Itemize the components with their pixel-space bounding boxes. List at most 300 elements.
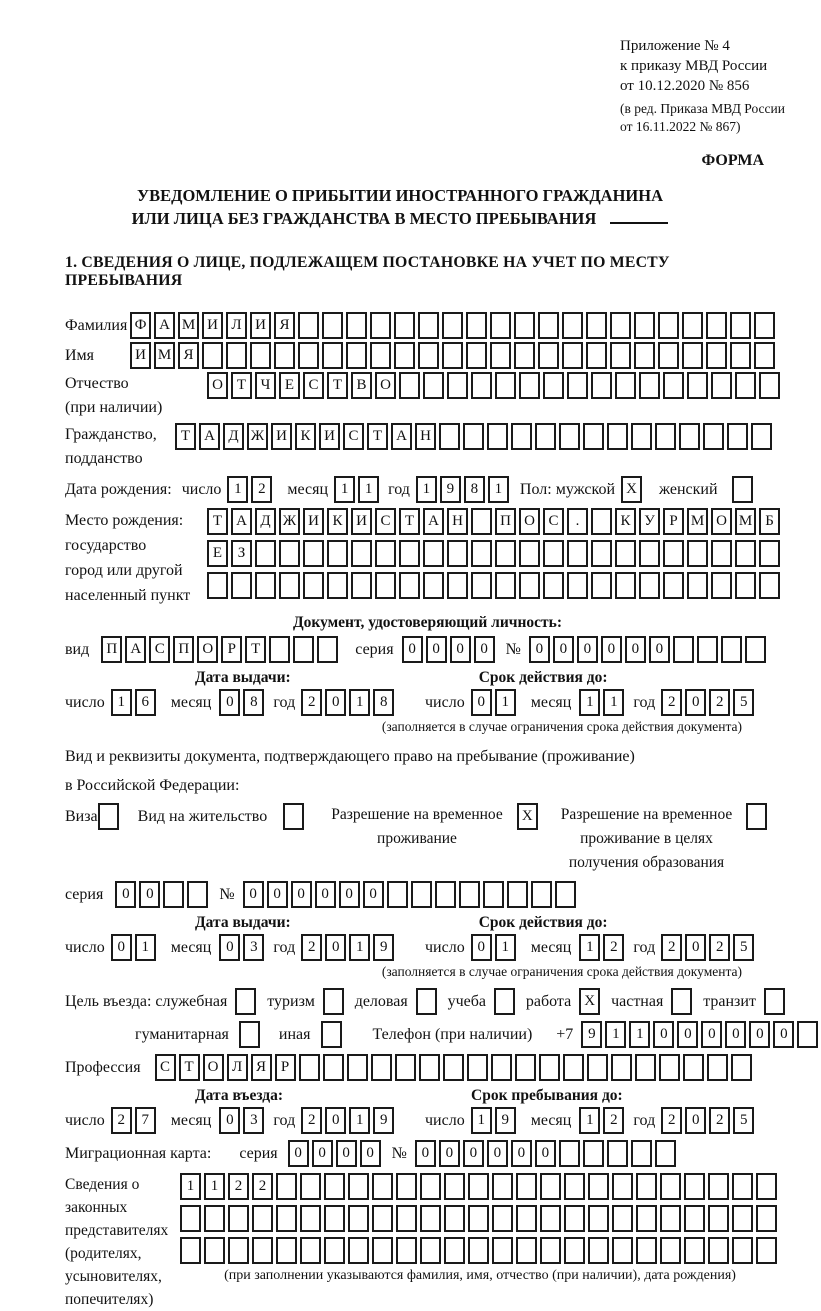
form-cell[interactable]: Т (231, 372, 252, 399)
form-cell[interactable] (419, 1054, 440, 1081)
form-cell[interactable] (387, 881, 408, 908)
form-cell[interactable]: 5 (733, 689, 754, 716)
form-cell[interactable]: Т (245, 636, 266, 663)
form-cell[interactable] (323, 1054, 344, 1081)
form-cell[interactable] (658, 312, 679, 339)
form-cell[interactable] (459, 881, 480, 908)
form-cell[interactable]: 2 (252, 1173, 273, 1200)
form-cell[interactable] (324, 1205, 345, 1232)
form-cell[interactable] (673, 636, 694, 663)
form-cell[interactable] (399, 372, 420, 399)
form-cell[interactable] (562, 342, 583, 369)
form-cell[interactable]: 0 (577, 636, 598, 663)
form-cell[interactable] (423, 372, 444, 399)
form-cell[interactable]: О (203, 1054, 224, 1081)
form-cell[interactable] (559, 1140, 580, 1167)
form-cell[interactable] (634, 312, 655, 339)
form-cell[interactable] (583, 423, 604, 450)
form-cell[interactable]: А (231, 508, 252, 535)
form-cell[interactable] (372, 1173, 393, 1200)
form-cell[interactable] (447, 372, 468, 399)
form-cell[interactable] (98, 803, 119, 830)
form-cell[interactable] (711, 572, 732, 599)
form-cell[interactable] (435, 881, 456, 908)
form-cell[interactable] (567, 372, 588, 399)
form-cell[interactable] (399, 572, 420, 599)
form-cell[interactable] (751, 423, 772, 450)
form-cell[interactable]: О (519, 508, 540, 535)
form-cell[interactable]: И (250, 312, 271, 339)
form-cell[interactable]: Т (367, 423, 388, 450)
form-cell[interactable] (303, 540, 324, 567)
form-cell[interactable] (559, 423, 580, 450)
form-cell[interactable] (442, 312, 463, 339)
form-cell[interactable]: 0 (701, 1021, 722, 1048)
form-cell[interactable] (396, 1237, 417, 1264)
form-cell[interactable]: 1 (605, 1021, 626, 1048)
form-cell[interactable] (442, 342, 463, 369)
form-cell[interactable]: 0 (325, 1107, 346, 1134)
form-cell[interactable] (663, 540, 684, 567)
form-cell[interactable] (239, 1021, 260, 1048)
form-cell[interactable] (567, 540, 588, 567)
form-cell[interactable] (298, 342, 319, 369)
form-cell[interactable] (636, 1173, 657, 1200)
form-cell[interactable] (639, 572, 660, 599)
form-cell[interactable] (226, 342, 247, 369)
form-cell[interactable] (543, 372, 564, 399)
form-cell[interactable]: Е (207, 540, 228, 567)
form-cell[interactable]: 9 (440, 476, 461, 503)
form-cell[interactable] (443, 1054, 464, 1081)
form-cell[interactable] (610, 342, 631, 369)
form-cell[interactable]: 1 (471, 1107, 492, 1134)
form-cell[interactable]: 6 (135, 689, 156, 716)
form-cell[interactable] (634, 342, 655, 369)
form-cell[interactable] (396, 1173, 417, 1200)
form-cell[interactable]: 2 (709, 1107, 730, 1134)
form-cell[interactable] (370, 342, 391, 369)
form-cell[interactable] (411, 881, 432, 908)
form-cell[interactable] (591, 372, 612, 399)
form-cell[interactable]: 0 (471, 934, 492, 961)
form-cell[interactable]: 9 (373, 934, 394, 961)
form-cell[interactable] (418, 342, 439, 369)
form-cell[interactable]: 2 (251, 476, 272, 503)
form-cell[interactable] (252, 1205, 273, 1232)
form-cell[interactable] (468, 1205, 489, 1232)
form-cell[interactable]: 0 (450, 636, 471, 663)
form-cell[interactable] (228, 1237, 249, 1264)
form-cell[interactable] (276, 1205, 297, 1232)
form-cell[interactable] (293, 636, 314, 663)
form-cell[interactable]: И (351, 508, 372, 535)
form-cell[interactable] (468, 1237, 489, 1264)
form-cell[interactable]: Д (223, 423, 244, 450)
form-cell[interactable]: А (391, 423, 412, 450)
form-cell[interactable] (348, 1173, 369, 1200)
form-cell[interactable]: 0 (685, 1107, 706, 1134)
form-cell[interactable] (615, 540, 636, 567)
form-cell[interactable]: 1 (579, 934, 600, 961)
form-cell[interactable]: 0 (649, 636, 670, 663)
form-cell[interactable]: Ж (247, 423, 268, 450)
form-cell[interactable] (735, 372, 756, 399)
form-cell[interactable]: Т (175, 423, 196, 450)
form-cell[interactable]: Ж (279, 508, 300, 535)
form-cell[interactable] (317, 636, 338, 663)
form-cell[interactable] (607, 423, 628, 450)
form-cell[interactable] (706, 312, 727, 339)
form-cell[interactable] (591, 572, 612, 599)
form-cell[interactable] (466, 342, 487, 369)
form-cell[interactable] (682, 342, 703, 369)
form-cell[interactable]: З (231, 540, 252, 567)
form-cell[interactable] (732, 1173, 753, 1200)
form-cell[interactable] (299, 1054, 320, 1081)
form-cell[interactable] (444, 1237, 465, 1264)
form-cell[interactable]: О (375, 372, 396, 399)
form-cell[interactable] (187, 881, 208, 908)
form-cell[interactable]: 1 (495, 689, 516, 716)
form-cell[interactable]: 0 (312, 1140, 333, 1167)
form-cell[interactable] (483, 881, 504, 908)
form-cell[interactable] (423, 572, 444, 599)
form-cell[interactable] (707, 1054, 728, 1081)
form-cell[interactable] (492, 1205, 513, 1232)
form-cell[interactable] (351, 572, 372, 599)
form-cell[interactable] (759, 372, 780, 399)
form-cell[interactable] (727, 423, 748, 450)
form-cell[interactable] (588, 1237, 609, 1264)
form-cell[interactable] (492, 1237, 513, 1264)
form-cell[interactable]: 0 (529, 636, 550, 663)
form-cell[interactable] (416, 988, 437, 1015)
form-cell[interactable] (711, 372, 732, 399)
form-cell[interactable]: Т (399, 508, 420, 535)
form-cell[interactable]: Д (255, 508, 276, 535)
form-cell[interactable]: 1 (416, 476, 437, 503)
form-cell[interactable]: 9 (373, 1107, 394, 1134)
form-cell[interactable]: 1 (204, 1173, 225, 1200)
form-cell[interactable]: К (615, 508, 636, 535)
form-cell[interactable] (471, 508, 492, 535)
form-cell[interactable] (636, 1205, 657, 1232)
form-cell[interactable] (300, 1173, 321, 1200)
form-cell[interactable] (655, 1140, 676, 1167)
form-cell[interactable] (303, 572, 324, 599)
form-cell[interactable] (372, 1205, 393, 1232)
form-cell[interactable]: 7 (135, 1107, 156, 1134)
form-cell[interactable]: 1 (579, 689, 600, 716)
form-cell[interactable] (516, 1173, 537, 1200)
form-cell[interactable] (732, 1205, 753, 1232)
form-cell[interactable] (347, 1054, 368, 1081)
form-cell[interactable] (375, 572, 396, 599)
form-cell[interactable] (471, 372, 492, 399)
form-cell[interactable] (615, 572, 636, 599)
form-cell[interactable] (447, 572, 468, 599)
form-cell[interactable]: 5 (733, 1107, 754, 1134)
form-cell[interactable] (490, 342, 511, 369)
form-cell[interactable]: Е (279, 372, 300, 399)
form-cell[interactable] (591, 508, 612, 535)
form-cell[interactable] (255, 540, 276, 567)
form-cell[interactable] (697, 636, 718, 663)
form-cell[interactable] (682, 312, 703, 339)
form-cell[interactable]: 0 (677, 1021, 698, 1048)
form-cell[interactable]: 8 (243, 689, 264, 716)
form-cell[interactable] (687, 540, 708, 567)
form-cell[interactable] (756, 1205, 777, 1232)
form-cell[interactable] (420, 1173, 441, 1200)
form-cell[interactable]: 0 (725, 1021, 746, 1048)
form-cell[interactable] (635, 1054, 656, 1081)
form-cell[interactable] (583, 1140, 604, 1167)
form-cell[interactable]: 3 (243, 934, 264, 961)
form-cell[interactable] (586, 312, 607, 339)
form-cell[interactable]: О (197, 636, 218, 663)
form-cell[interactable] (679, 423, 700, 450)
form-cell[interactable] (764, 988, 785, 1015)
form-cell[interactable] (708, 1205, 729, 1232)
form-cell[interactable] (721, 636, 742, 663)
form-cell[interactable] (564, 1205, 585, 1232)
form-cell[interactable]: 2 (603, 1107, 624, 1134)
form-cell[interactable]: Н (447, 508, 468, 535)
form-cell[interactable] (730, 342, 751, 369)
form-cell[interactable] (684, 1173, 705, 1200)
form-cell[interactable] (538, 342, 559, 369)
form-cell[interactable]: 0 (219, 934, 240, 961)
form-cell[interactable]: О (207, 372, 228, 399)
form-cell[interactable] (562, 312, 583, 339)
form-cell[interactable]: 0 (219, 1107, 240, 1134)
form-cell[interactable] (708, 1237, 729, 1264)
form-cell[interactable]: 0 (267, 881, 288, 908)
form-cell[interactable]: 2 (603, 934, 624, 961)
form-cell[interactable]: К (327, 508, 348, 535)
form-cell[interactable]: И (319, 423, 340, 450)
form-cell[interactable] (540, 1173, 561, 1200)
form-cell[interactable]: 0 (325, 689, 346, 716)
form-cell[interactable] (731, 1054, 752, 1081)
form-cell[interactable] (663, 372, 684, 399)
form-cell[interactable]: С (375, 508, 396, 535)
form-cell[interactable]: Р (275, 1054, 296, 1081)
form-cell[interactable] (516, 1205, 537, 1232)
form-cell[interactable] (204, 1205, 225, 1232)
form-cell[interactable]: И (130, 342, 151, 369)
form-cell[interactable] (683, 1054, 704, 1081)
form-cell[interactable] (420, 1237, 441, 1264)
form-cell[interactable] (684, 1205, 705, 1232)
form-cell[interactable] (207, 572, 228, 599)
form-cell[interactable]: 1 (629, 1021, 650, 1048)
form-cell[interactable]: 1 (180, 1173, 201, 1200)
form-cell[interactable] (658, 342, 679, 369)
form-cell[interactable]: 1 (603, 689, 624, 716)
form-cell[interactable] (444, 1173, 465, 1200)
form-cell[interactable] (322, 342, 343, 369)
form-cell[interactable]: 0 (625, 636, 646, 663)
form-cell[interactable] (180, 1205, 201, 1232)
form-cell[interactable]: 1 (111, 689, 132, 716)
form-cell[interactable] (447, 540, 468, 567)
form-cell[interactable] (631, 423, 652, 450)
form-cell[interactable] (423, 540, 444, 567)
form-cell[interactable]: . (567, 508, 588, 535)
form-cell[interactable] (255, 572, 276, 599)
form-cell[interactable] (684, 1237, 705, 1264)
form-cell[interactable] (467, 1054, 488, 1081)
form-cell[interactable] (283, 803, 304, 830)
form-cell[interactable]: С (155, 1054, 176, 1081)
form-cell[interactable]: 0 (336, 1140, 357, 1167)
form-cell[interactable]: 0 (139, 881, 160, 908)
form-cell[interactable]: У (639, 508, 660, 535)
form-cell[interactable] (321, 1021, 342, 1048)
form-cell[interactable]: 0 (315, 881, 336, 908)
form-cell[interactable] (612, 1173, 633, 1200)
form-cell[interactable] (495, 372, 516, 399)
form-cell[interactable] (346, 312, 367, 339)
form-cell[interactable] (754, 312, 775, 339)
form-cell[interactable]: 0 (402, 636, 423, 663)
form-cell[interactable] (730, 312, 751, 339)
form-cell[interactable] (555, 881, 576, 908)
form-cell[interactable] (494, 988, 515, 1015)
form-cell[interactable] (180, 1237, 201, 1264)
form-cell[interactable]: И (202, 312, 223, 339)
form-cell[interactable] (439, 423, 460, 450)
form-cell[interactable] (660, 1205, 681, 1232)
form-cell[interactable] (735, 572, 756, 599)
form-cell[interactable]: Я (274, 312, 295, 339)
form-cell[interactable] (507, 881, 528, 908)
form-cell[interactable] (351, 540, 372, 567)
form-cell[interactable] (587, 1054, 608, 1081)
form-cell[interactable]: 2 (661, 689, 682, 716)
form-cell[interactable]: 0 (535, 1140, 556, 1167)
form-cell[interactable] (610, 312, 631, 339)
form-cell[interactable] (754, 342, 775, 369)
form-cell[interactable] (759, 540, 780, 567)
form-cell[interactable] (588, 1173, 609, 1200)
form-cell[interactable] (663, 572, 684, 599)
form-cell[interactable]: 2 (301, 689, 322, 716)
form-cell[interactable]: 1 (349, 934, 370, 961)
form-cell[interactable] (276, 1237, 297, 1264)
form-cell[interactable] (756, 1237, 777, 1264)
form-cell[interactable] (639, 372, 660, 399)
form-cell[interactable]: 0 (363, 881, 384, 908)
form-cell[interactable]: 1 (495, 934, 516, 961)
form-cell[interactable]: 8 (464, 476, 485, 503)
form-cell[interactable]: 2 (661, 934, 682, 961)
form-cell[interactable] (444, 1205, 465, 1232)
form-cell[interactable]: Ч (255, 372, 276, 399)
form-cell[interactable] (468, 1173, 489, 1200)
form-cell[interactable] (531, 881, 552, 908)
form-cell[interactable]: Б (759, 508, 780, 535)
form-cell[interactable]: 9 (581, 1021, 602, 1048)
form-cell[interactable] (322, 312, 343, 339)
form-cell[interactable] (323, 988, 344, 1015)
form-cell[interactable]: 2 (228, 1173, 249, 1200)
form-cell[interactable]: С (303, 372, 324, 399)
form-cell[interactable]: 2 (111, 1107, 132, 1134)
form-cell[interactable]: X (517, 803, 538, 830)
form-cell[interactable] (732, 1237, 753, 1264)
form-cell[interactable]: М (178, 312, 199, 339)
form-cell[interactable]: 0 (653, 1021, 674, 1048)
form-cell[interactable]: 0 (243, 881, 264, 908)
form-cell[interactable] (492, 1173, 513, 1200)
form-cell[interactable] (706, 342, 727, 369)
form-cell[interactable]: М (687, 508, 708, 535)
form-cell[interactable]: 0 (339, 881, 360, 908)
form-cell[interactable] (394, 342, 415, 369)
form-cell[interactable]: 1 (227, 476, 248, 503)
form-cell[interactable]: 0 (415, 1140, 436, 1167)
form-cell[interactable] (759, 572, 780, 599)
form-cell[interactable] (279, 572, 300, 599)
form-cell[interactable] (540, 1237, 561, 1264)
form-cell[interactable] (269, 636, 290, 663)
form-cell[interactable]: 0 (487, 1140, 508, 1167)
form-cell[interactable]: А (125, 636, 146, 663)
form-cell[interactable] (348, 1237, 369, 1264)
form-cell[interactable] (514, 342, 535, 369)
form-cell[interactable]: 0 (474, 636, 495, 663)
form-cell[interactable] (687, 372, 708, 399)
form-cell[interactable] (735, 540, 756, 567)
form-cell[interactable] (732, 476, 753, 503)
form-cell[interactable] (660, 1173, 681, 1200)
form-cell[interactable]: Р (221, 636, 242, 663)
form-cell[interactable]: 2 (301, 1107, 322, 1134)
form-cell[interactable] (563, 1054, 584, 1081)
form-cell[interactable] (612, 1237, 633, 1264)
form-cell[interactable] (495, 572, 516, 599)
form-cell[interactable] (471, 540, 492, 567)
form-cell[interactable] (539, 1054, 560, 1081)
form-cell[interactable]: Т (179, 1054, 200, 1081)
form-cell[interactable] (327, 540, 348, 567)
form-cell[interactable] (564, 1173, 585, 1200)
form-cell[interactable] (615, 372, 636, 399)
form-cell[interactable] (515, 1054, 536, 1081)
form-cell[interactable] (300, 1205, 321, 1232)
form-cell[interactable] (490, 312, 511, 339)
form-cell[interactable] (395, 1054, 416, 1081)
form-cell[interactable] (463, 423, 484, 450)
form-cell[interactable] (370, 312, 391, 339)
form-cell[interactable]: 9 (495, 1107, 516, 1134)
form-cell[interactable] (797, 1021, 818, 1048)
form-cell[interactable] (611, 1054, 632, 1081)
form-cell[interactable]: Р (663, 508, 684, 535)
form-cell[interactable] (418, 312, 439, 339)
form-cell[interactable]: 1 (358, 476, 379, 503)
form-cell[interactable] (636, 1237, 657, 1264)
form-cell[interactable]: 0 (685, 689, 706, 716)
form-cell[interactable] (659, 1054, 680, 1081)
form-cell[interactable]: Т (327, 372, 348, 399)
form-cell[interactable]: 8 (373, 689, 394, 716)
form-cell[interactable] (163, 881, 184, 908)
